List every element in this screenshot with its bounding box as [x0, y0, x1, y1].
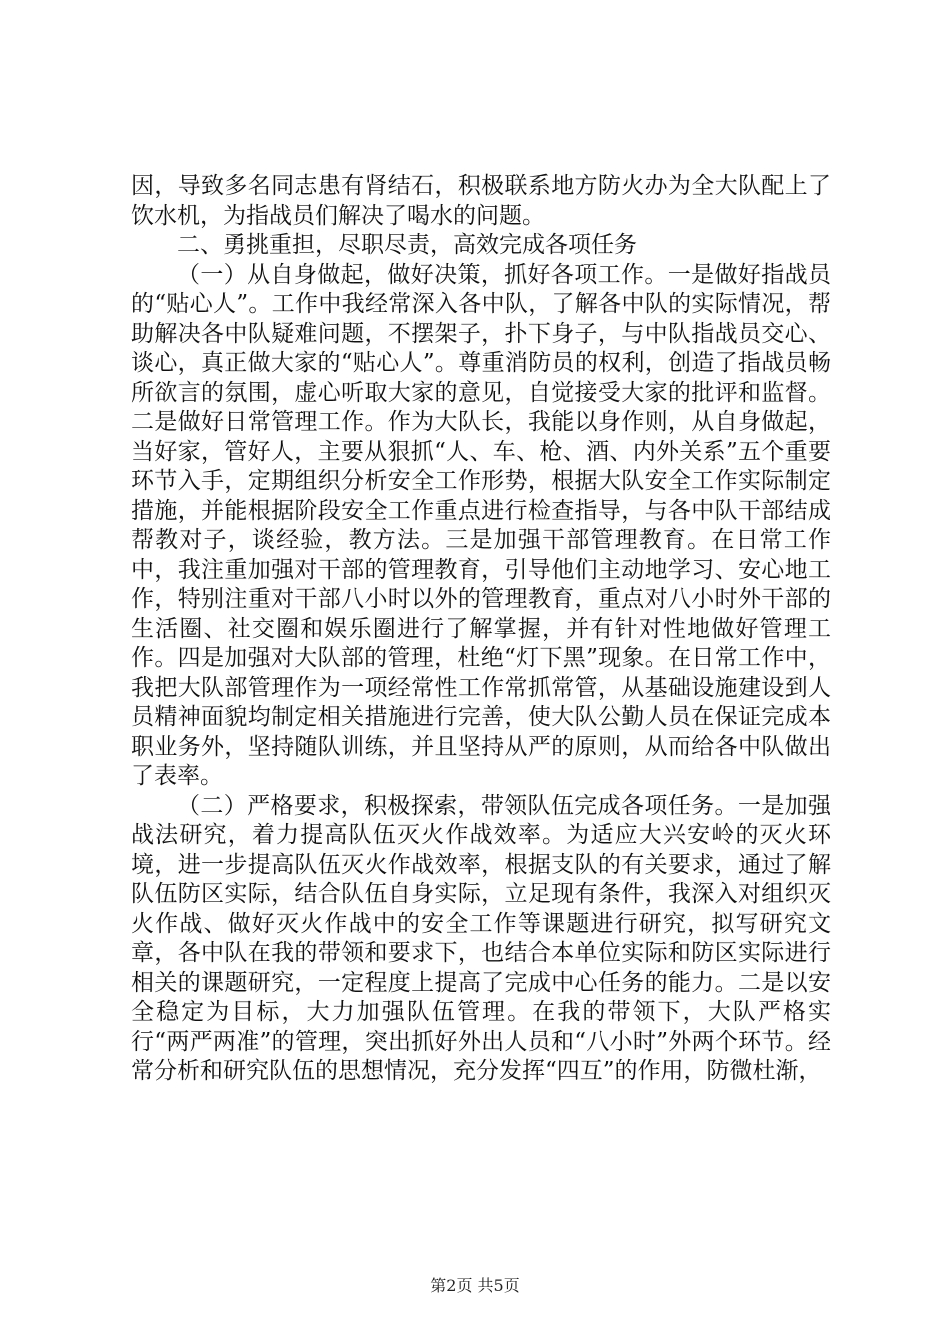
paragraph-subsection-1: （一）从自身做起，做好决策，抓好各项工作。一是做好指战员的“贴心人”。工作中我经常深入各中队，了解各中队的实际情况，帮助解决各中队疑难问题，不摆架子，扑下身子，与中队指战员交心、谈心，真正做大家的“贴心人”。尊重消防员的权利，创造了指战员畅所欲言的氛围，虚心听取大家的意见，自觉接受大家的批评和监督。二是做好日常管理工作。作为大队长，我能以身作则，从自身做起，当好家，管好人，主要从狠抓“人、车、枪、酒、内外关系”五个重要环节入手，定期组织分析安全工作形势，根据大队安全工作实际制定措施，并能根据阶段安全工作重点进行检查指导，与各中队干部结成帮教对子，谈经验，教方法。三是加强干部管理教育。在日常工作中，我注重加强对干部的管理教育，引导他们主动地学习、安心地工作，特别注重对干部八小时以外的管理教育，重点对八小时外干部的生活圈、社交圈和娱乐圈进行了解掌握，并有针对性地做好管理工作。四是加强对大队部的管理，杜绝“灯下黑”现象。在日常工作中，我把大队部管理作为一项经常性工作常抓常管，从基础设施建设到人员精神面貌均制定相关措施进行完善，使大队公勤人员在保证完成本职业务外，坚持随队训练，并且坚持从严的原则，从而给各中队做出了表率。: [131, 261, 831, 789]
page-footer: 第2页 共5页: [430, 1276, 520, 1295]
section-heading: 二、勇挑重担，尽职尽责，高效完成各项任务: [177, 232, 637, 258]
paragraph-subsection-2: （二）严格要求，积极探索，带领队伍完成各项任务。一是加强战法研究，着力提高队伍灭火作战效率。为适应大兴安岭的灭火环境，进一步提高队伍灭火作战效率，根据支队的有关要求，通过了解队伍防区实际，结合队伍自身实际，立足现有条件，我深入对组织灭火作战、做好灭火作战中的安全工作等课题进行研究，拟写研究文章，各中队在我的带领和要求下，也结合本单位实际和防区实际进行相关的课题研究，一定程度上提高了完成中心任务的能力。二是以安全稳定为目标，大力加强队伍管理。在我的带领下，大队严格实行“两严两准”的管理，突出抓好外出人员和“八小时”外两个环节。经常分析和研究队伍的思想情况，充分发挥“四互”的作用，防微杜渐，: [131, 792, 831, 1084]
document-body: [131, 172, 831, 1087]
paragraph-continuation: 因，导致多名同志患有肾结石，积极联系地方防火办为全大队配上了饮水机，为指战员们解决了喝水的问题。: [131, 173, 831, 229]
